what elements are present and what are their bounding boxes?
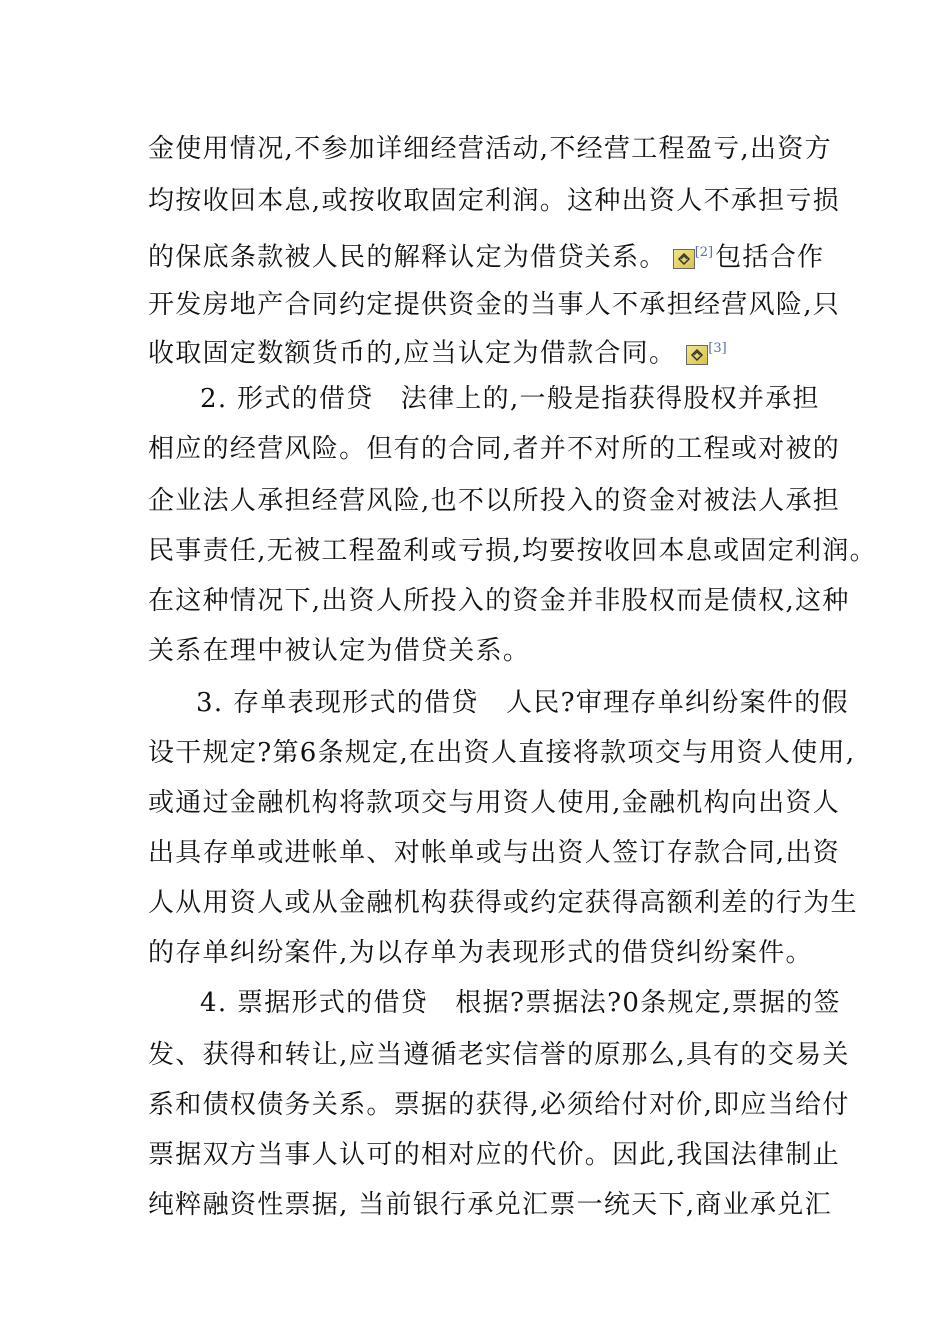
body-text-line: 系和债权债务关系。票据的获得,必须给付对价,即应当给付 <box>148 1090 850 1120</box>
body-text-line: 开发房地产合同约定提供资金的当事人不承担经营风险,只 <box>148 290 841 320</box>
body-text-line: 企业法人承担经营风险,也不以所投入的资金对被法人承担 <box>148 486 841 516</box>
body-text-segment: 包括合作 <box>715 242 825 273</box>
body-text-line: 民事责任,无被工程盈利或亏损,均要按收回本息或固定利润。 <box>148 536 877 566</box>
reference-link-icon[interactable] <box>673 249 695 269</box>
body-text-line: 出具存单或进帐单、对帐单或与出资人签订存款合同,出资 <box>148 838 841 868</box>
reference-link-icon[interactable] <box>686 345 708 365</box>
body-text-line: 或通过金融机构将款项交与用资人使用,金融机构向出资人 <box>148 788 841 818</box>
body-text-line: 在这种情况下,出资人所投入的资金并非股权而是债权,这种 <box>148 586 850 616</box>
body-text-line: 纯粹融资性票据, 当前银行承兑汇票一统天下,商业承兑汇 <box>148 1190 832 1220</box>
body-text-line: 的存单纠纷案件,为以存单为表现形式的借贷纠纷案件。 <box>148 938 813 968</box>
body-text-segment: 收取固定数额货币的,应当认定为借款合同。 <box>148 338 677 369</box>
footnote-ref[interactable]: [3] <box>708 341 727 356</box>
body-text-segment: 的保底条款被人民的解释认定为借贷关系。 <box>148 242 667 273</box>
body-text-line: 金使用情况,不参加详细经营活动,不经营工程盈亏,出资方 <box>148 134 832 164</box>
body-text-line: 2. 形式的借贷 法律上的,一般是指获得股权并承担 <box>200 384 820 414</box>
footnote-ref[interactable]: [2] <box>694 245 714 260</box>
body-text-line: 人从用资人或从金融机构获得或约定获得高额利差的行为生 <box>148 888 858 918</box>
body-text-line: 设干规定?第6条规定,在出资人直接将款项交与用资人使用, <box>148 738 856 768</box>
body-text-line: 票据双方当事人认可的相对应的代价。因此,我国法律制止 <box>148 1140 841 1170</box>
body-text-line: 相应的经营风险。但有的合同,者并不对所的工程或对被的 <box>148 434 841 464</box>
body-text-line-with-reference <box>148 332 729 369</box>
body-text-line: 4. 票据形式的借贷 根据?票据法?0条规定,票据的签 <box>200 988 841 1018</box>
body-text-line: 关系在理中被认定为借贷关系。 <box>148 636 531 666</box>
body-text-line: 发、获得和转让,应当遵循老实信誉的原那么,具有的交易关 <box>148 1040 850 1070</box>
body-text-line-with-reference <box>148 236 825 273</box>
body-text-line: 3. 存单表现形式的借贷 人民?审理存单纠纷案件的假 <box>196 688 849 718</box>
body-text-line: 均按收回本息,或按收取固定利润。这种出资人不承担亏损 <box>148 186 841 216</box>
